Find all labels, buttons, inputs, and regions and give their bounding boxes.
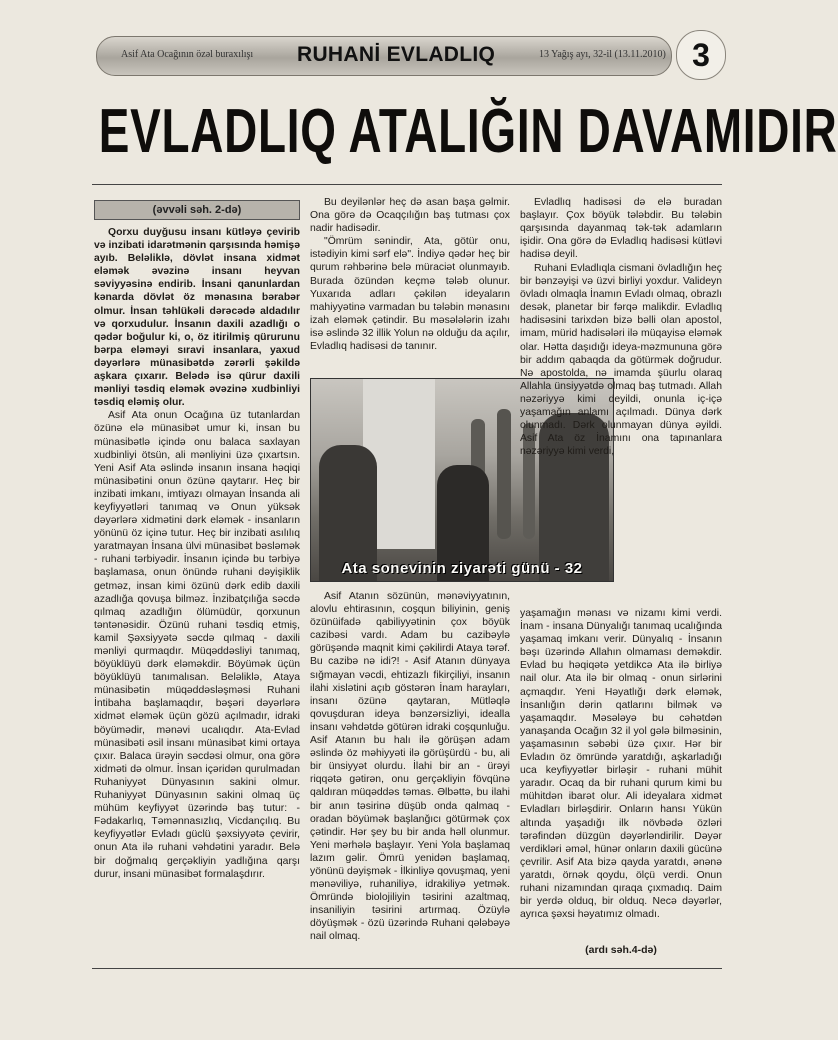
header-banner bbox=[96, 36, 672, 76]
column-1 bbox=[94, 226, 300, 881]
divider-top bbox=[92, 184, 722, 185]
continued-on-label: (ardı səh.4-də) bbox=[585, 944, 657, 956]
column-3-top-body: Evladlıq hadisəsi də elə buradan başlayır. Çox böyük tələbdir. Bu tələbin qarşısında dayanmaq tək-tək adamların işidir. Ona görə də Evladlıq hadisəsi kütləvi hadisə deyil. bbox=[520, 197, 722, 261]
header-date: 13 Yağış ayı, 32-il (13.11.2010) bbox=[539, 49, 666, 60]
page-number: 3 bbox=[676, 30, 726, 80]
continued-from-label: (əvvəli səh. 2-də) bbox=[94, 200, 300, 220]
photo-tree bbox=[497, 409, 511, 539]
column-3-narrow-body bbox=[520, 380, 612, 604]
intro-paragraph: Qorxu duyğusu insanı kütləyə çevirib və inzibati idarətmənin qarşısında həmişə ayıb. Beləliklə, dövlət insana xidmət eləmək əvəzinə insanı heyvan səviyyəsinə endirib. İnsani qanunlardan kənarda dövlət öz mənasına bərabər olmur. İnsan təhlükəli dərəcədə aldadılır və qorxudulur. İnsanın daxili azadlığı o qədər boğulur ki, o, öz itirilmiş qürurunu bərpa eləməyi sıravi insanlara, yaxud dəyərlərə münasibətdə zərərli şəkildə aşkara çıxarır. Belədə isə qürur daxili mənliyi təsdiq eləmək əvəzinə xudbinliyi təsdiq eləmiş olur. bbox=[94, 227, 300, 409]
column-3-mid-body: Ruhani Evladlıqla cismani övladlığın heç bir bənzəyişi və üzvi birliyi yoxdur. Valideyn övladı olmaqla İnamın Evladı olmaq, obrazlı desək, planetar bir fərqə malikdir. Evladlıq hadisəsini tarixdən bizə bəlli olan apostol, imam, mürid hadisələri ilə müqayisə eləmək olar. Hətta daşıdığı ideya-məzmununa görə bir addım qabaqda da götürmək doğrudur. Nə apostolda, nə imamda şüurlu olaraq Allahla ünsiyyətdə olmaq baş tutmadı. Allah nəzəriyyə kimi deyildi, onunla iç-içə yaşamağın anlamı açılmadı. Dünya dərk olunmadı. Dərk olunmayan dünya əyildi. Asif Ata öz İnamını ona tapınanlara nəzəriyyə kimi verdi, bbox=[520, 263, 722, 458]
column-2-paragraph: "Ömrüm sənindir, Ata, götür onu, istədiyin kimi sərf elə". İndiyə qədər heç bir qurum rəhbərinə belə müraciət olunmayıb. Burada özündən keçmə tələb olunur. Yuxarıda adları çəkilən ideyaların mahiyyətinə varmadan bu tələbin mənasını izah eləmək çətindir. Bu məsələlərin izahı isə əslində 32 illik Yolun nə olduğu da açılır, Evladlıq hadisəsi də tanınır. bbox=[310, 236, 510, 353]
column-1-body: Asif Ata onun Ocağına üz tutanlardan özünə elə münasibət umur ki, insan bu münasibətlə içində onu balaca saxlayan xudbinliyi ötsün, ali mənliyini üzə çıxartsın. Yeni Asif Ata əslində insanın insana həqiqi münasibətini onun özünə qaytarır. Heç bir inzibati imkanı, imtiyazı olmayan İnsanda ali keyfiyyətləri tanımaq və Onun yüksək dəyərlərə xidmətini dərk eləmək - insanların yönünü öz içinə tutur. Heç bir inzibati asılılıq yaratmayan İnsana ülvi münasibət bəsləmək - ruhani tərbiyədir. İnsanın içində bu tərbiyə başlamasa, onun önündə ruhani dəyişiklik getməz, insan kimi özünü dərk edib daxili azadlığa qovuşa bilməz. İnzibatçılığa səcdə qılmaq azadlığın ölümüdür, qorxunun təntənəsidir. Özünü ruhani təsdiq etmiş, kamil Şəxsiyyətə səcdə qılmaq - daxili mənliyi qurmaqdır. Müqəddəsliyi tanımaq, böyüklüyü dərk eləməkdir. Böyümək üçün böyüklüyü tanımalısan. Beləliklə, Ataya münasibətin müqəddəsləşməsi Ruhani İntibaha başlamaqdır, bəşəri dəyərlərə xidmət eləmək üçün gözü açılmadır, idraki böyümədir, mənəvi ucalıqdır. Ata-Evlad münasibəti əsil insanı münasibət kimi ortaya çıxır. Balaca ürəyin səcdəsi olmur, ona görə xidməti də olmur. İnsan içəridən qurulmadan Ruhaniyyət Dünyasının sakini olmur. Ruhaniyyət Dünyasının sakini olmaq üç mühüm keyfiyyət üzərində baş tutur: - Fədakarlıq, Təmənnasızlıq, Vicdançılıq. Bu keyfiyyətlər Evladı güclü şəxsiyyətə çevirir, onun Ata ilə ruhani vəhdətini yaradır. Belə bir doğmalıq gerçəkliyin yadlığına qarşı durur, insani münasibət formalaşdırır. bbox=[94, 410, 300, 880]
divider-bottom bbox=[92, 968, 722, 969]
column-2-top bbox=[310, 196, 510, 353]
photo-caption: Ata sonevinin ziyarəti günü - 32 bbox=[341, 560, 583, 577]
column-2-bottom bbox=[310, 590, 510, 944]
column-3-top bbox=[520, 196, 722, 261]
article-headline: EVLADLIQ ATALIĞIN DAVAMIDIR bbox=[98, 97, 838, 166]
column-3-bottom-body: yaşamağın mənası və nizamı kimi verdi. İnam - insana Dünyalığı tanımaq ucalığında yaşamaq imkanı verir. Dünyalıq - İnsanın bəşı üzərində Allahın olmaması deməkdir. Evlad bu həqiqətə yetdikcə Ata ilə birliyə nail olur. Ata ilə bir olmaq - onun sirlərini açmaqdır. Yeni Həyatlığı dərk eləmək, İnsanlığın dərin qatlarını bilmək və yaşamaqdır. Məsələyə bu cəhətdən yanaşanda Ocağın 32 il yol gələ bilməsinin, yaşamasının səbəbi üzə çıxır. Hər bir Evladın öz ömründə yaratdığı, aşkarladığı uca keyfiyyətlər birləşir - ruhani mühit yaradır. Ocaq da bir ruhani qurum kimi bu mühitdən ibarət olur. Ali ideyalara xidmət Evladları birləşdirir. Onların hansı Yükün altında yaşadığı ilk növbədə özləri tərəfindən düzgün dəyərləndirilir. Dəyər verdikləri əməl, hünər onların daxili gücünə çevrilir. Asif Ata bizə qayda yaratdı, ənənə yaratdı, örnək qoydu, ölçü verdi. Onun ruhani nizamından qıraqa çıxmadıq. Daim bir yerdə olduq, bir olduq. Necə dəyərlər, ayrıca şəxsi həyatımız olmadı. bbox=[520, 608, 722, 921]
column-2-paragraph: Bu deyilənlər heç də asan başa gəlmir. Ona görə də Ocaqçılığın baş tutması çox nadir hadisədir. bbox=[310, 197, 510, 235]
column-3-mid bbox=[520, 262, 722, 458]
header-title: RUHANİ EVLADLIQ bbox=[297, 43, 496, 66]
column-2-bottom-body: Asif Atanın sözünün, mənəviyyatının, alovlu ehtirasının, coşqun biliyinin, geniş özünüifadə qabiliyyətinin çox böyük cazibəsi vardı. Adam bu cazibəylə görüşəndə maqnit kimi çəkilirdi Ataya tərəf. Bu cazibə nə idi?! - Asif Atanın dünyaya sığmayan vəcdi, ehtizazlı fikirçiliyi, insanın ilahi xislətini açıb göstərən İnam harayları, insanı özünə qaytaran, Mütləqlə qovuşduran ideya bənzərsizliyi, ideallа insanı vəhdətdə götürən idraki coşqunluğu. Asif Atanın bu halı ilə görüşən adam əslində öz məhiyyəti ilə görüşürdü - bu, ali bir ünsiyyət olurdu. İlahi bir an - ürəyi riqqətə gətirən, onu gerçəkliyin fövqünə qaldıran müqəddəs təmas. Əlbəttə, bu ilahi bir anın təsirinə düşüb onda qalmaq - oradan böyümək başlanğıcı götürmək çox çətindir. Hər şey bu bir anda həll olunmur. Yeni mərhələ başlayır. Yeni Yola başlamaq lazım gəlir. Ömrü yenidən başlamaq, yönünü dəyişmək - İlkinliyə qovuşmaq, yeni mənəviliyə, ruhaniliyə, idrakiliyə yetmək. Ömründə biolojiliyin təsirini azaltmaq, insaniliyin təsirini artırmaq. Özüylə döyüşmək - özü üzərində Ruhani qələbəyə nail olmaq. bbox=[310, 591, 510, 943]
column-3-narrow bbox=[520, 380, 612, 604]
column-3-bottom bbox=[520, 607, 722, 921]
header-left-text: Asif Ata Ocağının özəl buraxılışı bbox=[121, 49, 254, 60]
